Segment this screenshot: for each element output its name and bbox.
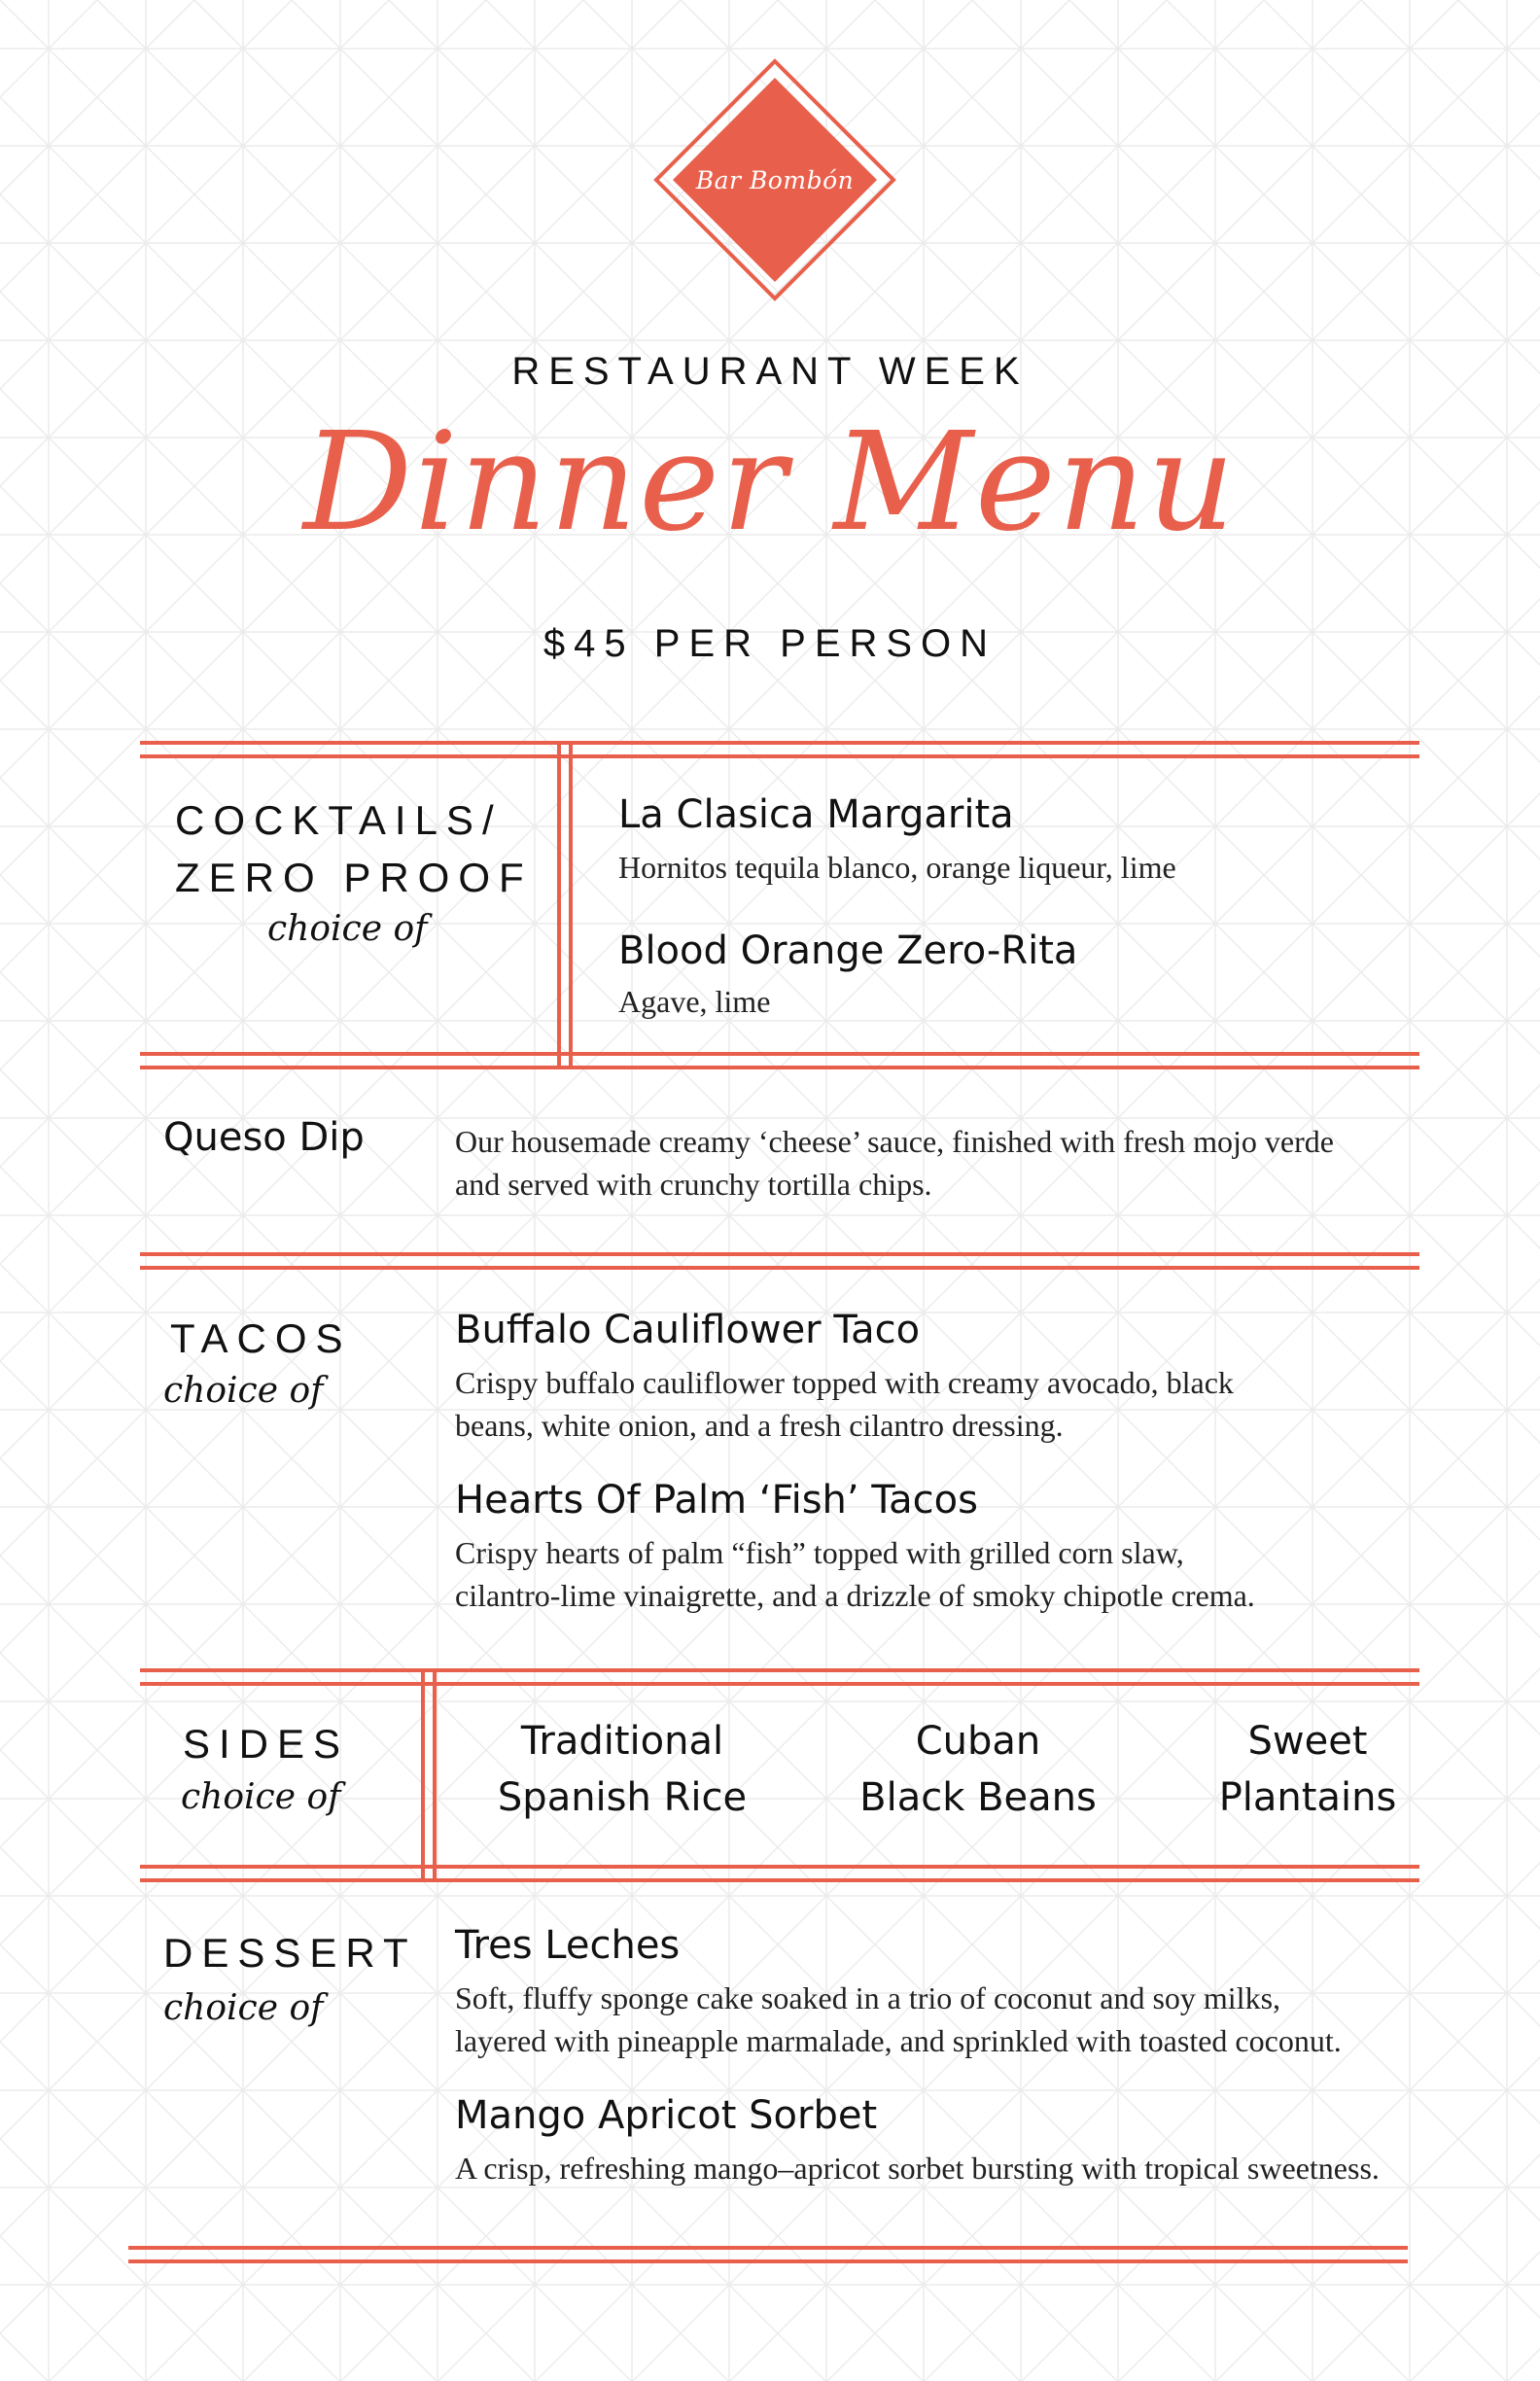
desc-line: beans, white onion, and a fresh cilantro dressing. — [455, 1408, 1064, 1443]
divider — [128, 2259, 1408, 2263]
divider — [140, 1052, 1419, 1056]
item-name: Buffalo Cauliflower Taco — [455, 1308, 921, 1352]
divider — [140, 1668, 1419, 1672]
side-option — [842, 1713, 1114, 1826]
item-name: Blood Orange Zero-Rita — [618, 928, 1078, 973]
price-line: $45 PER PERSON — [542, 622, 998, 665]
desc-line: Crispy hearts of palm “fish” topped with grilled corn slaw, — [455, 1535, 1184, 1570]
desc-line: Soft, fluffy sponge cake soaked in a trio of coconut and soy milks, — [455, 1980, 1281, 2015]
divider — [128, 2246, 1408, 2250]
item-name: Tres Leches — [455, 1923, 681, 1968]
desc-line: Our housemade creamy ‘cheese’ sauce, finished with fresh mojo verde — [455, 1124, 1334, 1159]
side-line: Black Beans — [859, 1775, 1097, 1820]
item-name: Hearts Of Palm ‘Fish’ Tacos — [455, 1478, 978, 1523]
page-title: Dinner Menu — [302, 403, 1238, 562]
section-label-dessert: DESSERT — [163, 1930, 417, 1976]
side-option — [1172, 1713, 1444, 1826]
divider — [140, 1266, 1419, 1270]
desc-line: cilantro-lime vinaigrette, and a drizzle of smoky chipotle crema. — [455, 1578, 1255, 1613]
item-name: Queso Dip — [163, 1115, 365, 1160]
item-name: La Clasica Margarita — [618, 792, 1014, 837]
side-line: Traditional — [520, 1719, 724, 1764]
section-label-sides: SIDES — [183, 1721, 350, 1767]
item-description — [455, 1361, 1234, 1447]
desc-line: and served with crunchy tortilla chips. — [455, 1167, 932, 1202]
side-option — [486, 1713, 758, 1826]
item-description — [455, 1977, 1342, 2062]
divider-vertical — [557, 741, 561, 1068]
desc-line: Crispy buffalo cauliflower topped with creamy avocado, black — [455, 1365, 1234, 1400]
side-line: Sweet — [1247, 1719, 1368, 1764]
item-description: Agave, lime — [618, 984, 771, 1019]
choice-of-label: choice of — [163, 1988, 324, 2028]
item-description — [455, 1531, 1255, 1617]
choice-of-label: choice of — [181, 1777, 341, 1817]
divider — [140, 1252, 1419, 1256]
divider — [140, 1682, 1419, 1686]
side-line: Plantains — [1218, 1775, 1397, 1820]
divider — [140, 1066, 1419, 1069]
divider — [140, 754, 1419, 758]
menu-kicker: RESTAURANT WEEK — [511, 350, 1029, 393]
divider-vertical — [569, 741, 573, 1068]
item-description: Hornitos tequila blanco, orange liqueur, lime — [618, 850, 1176, 885]
item-name: Mango Apricot Sorbet — [455, 2093, 878, 2138]
divider-vertical — [433, 1668, 437, 1882]
divider — [140, 1878, 1419, 1882]
section-label-cocktails — [175, 792, 533, 907]
side-line: Spanish Rice — [497, 1775, 748, 1820]
choice-of-label: choice of — [267, 909, 428, 949]
side-line: Cuban — [915, 1719, 1041, 1764]
item-description: A crisp, refreshing mango–apricot sorbet bursting with tropical sweetness. — [455, 2151, 1380, 2186]
item-description — [455, 1120, 1334, 1206]
divider — [140, 741, 1419, 745]
logo-text: Bar Bombón — [695, 165, 855, 194]
section-label-tacos: TACOS — [170, 1315, 352, 1361]
label-line: ZERO PROOF — [175, 854, 533, 900]
divider — [140, 1865, 1419, 1869]
desc-line: layered with pineapple marmalade, and sprinkled with toasted coconut. — [455, 2023, 1342, 2058]
label-line: COCKTAILS/ — [175, 797, 503, 843]
divider-vertical — [421, 1668, 425, 1882]
choice-of-label: choice of — [163, 1371, 324, 1411]
brand-logo — [653, 58, 896, 301]
